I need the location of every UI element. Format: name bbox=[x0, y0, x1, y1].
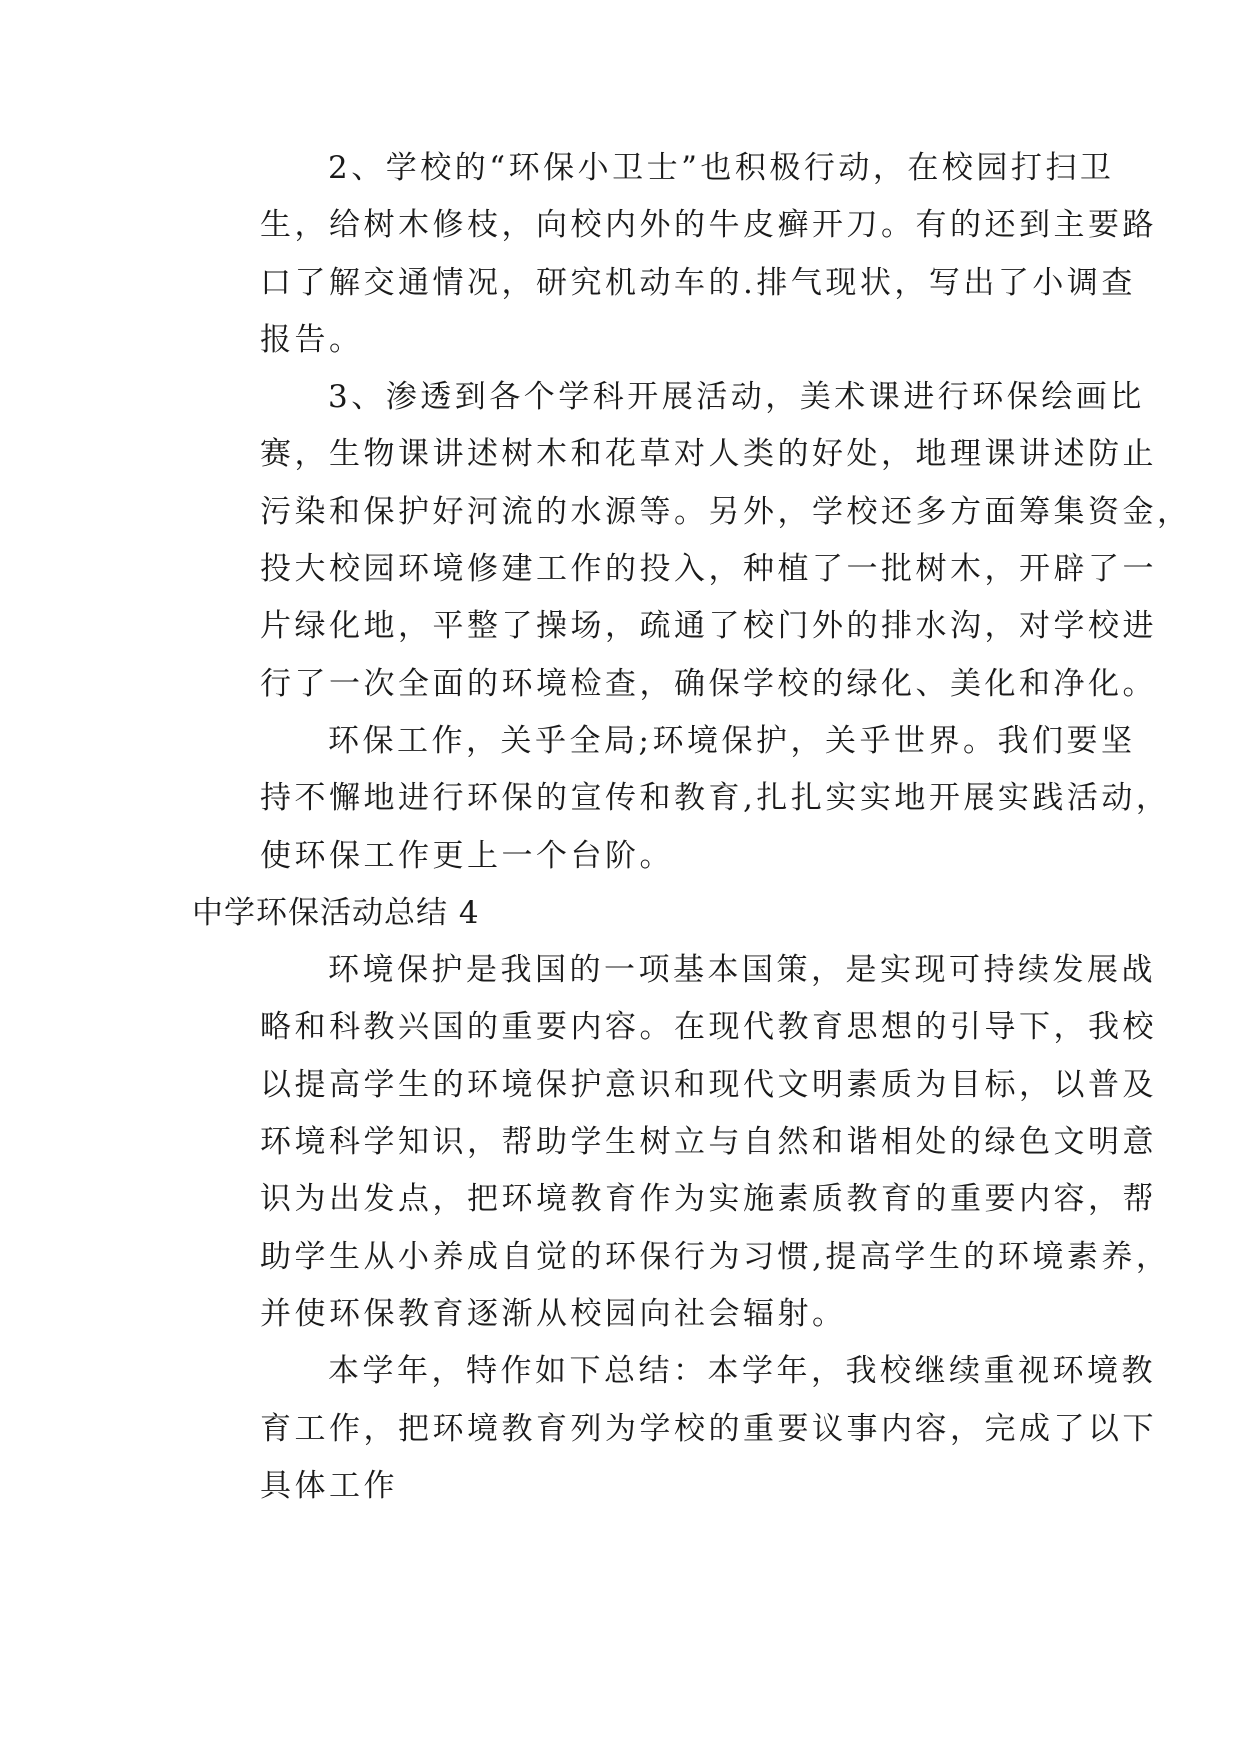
document-body bbox=[192, 140, 1192, 1515]
text-line: 行了一次全面的环境检查，确保学校的绿化、美化和净化。 bbox=[260, 665, 1157, 702]
text-line: 并使环保教育逐渐从校园向社会辐射。 bbox=[260, 1295, 847, 1332]
paragraph-subject-activities bbox=[192, 369, 1192, 713]
text-line: 片绿化地，平整了操场，疏通了校门外的排水沟，对学校进 bbox=[260, 608, 1157, 645]
heading-text: 中学环保活动总结 4 bbox=[192, 894, 480, 931]
text-line: 本学年，特作如下总结：本学年，我校继续重视环境教 bbox=[328, 1353, 1156, 1390]
text-line: 口了解交通情况，研究机动车的.排气现状，写出了小调查 bbox=[260, 264, 1136, 301]
paragraph-year-summary bbox=[192, 1343, 1157, 1515]
text-line: 略和科教兴国的重要内容。在现代教育思想的引导下，我校 bbox=[260, 1009, 1157, 1046]
paragraph-school-guards bbox=[192, 140, 1157, 369]
text-line: 生，给树木修枝，向校内外的牛皮癣开刀。有的还到主要路 bbox=[260, 207, 1157, 244]
text-line: 2、学校的“环保小卫士”也积极行动，在校园打扫卫 bbox=[328, 150, 1115, 186]
text-line: 报告。 bbox=[260, 321, 364, 358]
text-line: 环境保护是我国的一项基本国策，是实现可持续发展战 bbox=[328, 952, 1156, 989]
text-line: 环境科学知识，帮助学生树立与自然和谐相处的绿色文明意 bbox=[260, 1124, 1157, 1161]
text-line: 使环保工作更上一个台阶。 bbox=[260, 837, 674, 874]
paragraph-conclusion bbox=[192, 713, 1171, 885]
text-line: 育工作，把环境教育列为学校的重要议事内容，完成了以下 bbox=[260, 1410, 1157, 1447]
text-line: 具体工作 bbox=[260, 1467, 398, 1504]
text-line: 助学生从小养成自觉的环保行为习惯,提高学生的环境素养， bbox=[260, 1238, 1171, 1275]
text-line: 以提高学生的环境保护意识和现代文明素质为目标，以普及 bbox=[260, 1066, 1157, 1103]
text-line: 投大校园环境修建工作的投入，种植了一批树木，开辟了一 bbox=[260, 551, 1157, 588]
text-line: 环保工作，关乎全局;环境保护，关乎世界。我们要坚 bbox=[328, 722, 1136, 759]
section-heading bbox=[192, 885, 1072, 942]
text-line: 识为出发点，把环境教育作为实施素质教育的重要内容，帮 bbox=[260, 1181, 1157, 1218]
text-line: 持不懈地进行环保的宣传和教育,扎扎实实地开展实践活动， bbox=[260, 780, 1171, 817]
text-line: 3、渗透到各个学科开展活动，美术课进行环保绘画比 bbox=[328, 379, 1145, 416]
text-line: 污染和保护好河流的水源等。另外，学校还多方面筹集资金， bbox=[260, 493, 1192, 530]
paragraph-national-policy bbox=[192, 942, 1171, 1343]
text-line: 赛，生物课讲述树木和花草对人类的好处，地理课讲述防止 bbox=[260, 436, 1157, 473]
